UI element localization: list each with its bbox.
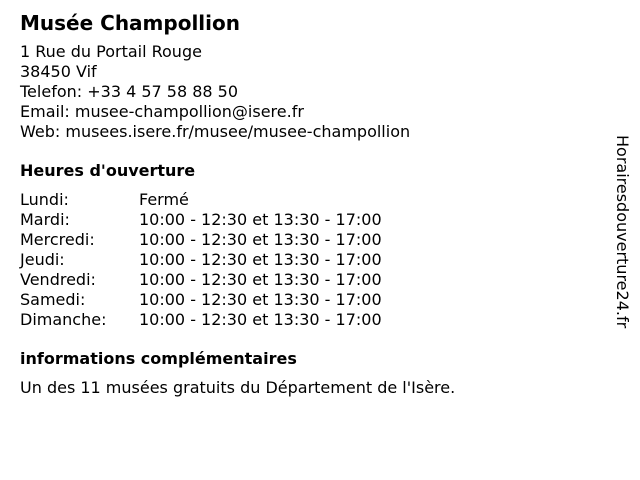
address-line-2: 38450 Vif [20, 62, 97, 81]
page-title: Musée Champollion [20, 11, 240, 35]
hours-day: Lundi: [20, 190, 69, 209]
hours-time: 10:00 - 12:30 et 13:30 - 17:00 [139, 210, 382, 229]
hours-row-mercredi [20, 230, 600, 250]
hours-time: Fermé [139, 190, 189, 209]
hours-day: Samedi: [20, 290, 86, 309]
brand-text: Horairesdouverture24.fr [613, 135, 632, 329]
email-line: Email: musee-champollion@isere.fr [20, 102, 304, 121]
hours-day: Mardi: [20, 210, 70, 229]
info-heading: informations complémentaires [20, 349, 297, 368]
info-text: Un des 11 musées gratuits du Département de l'Isère. [20, 378, 456, 397]
hours-day: Dimanche: [20, 310, 107, 329]
hours-time: 10:00 - 12:30 et 13:30 - 17:00 [139, 290, 382, 309]
hours-day: Jeudi: [20, 250, 65, 269]
hours-time: 10:00 - 12:30 et 13:30 - 17:00 [139, 310, 382, 329]
hours-row-jeudi [20, 250, 600, 270]
hours-day: Vendredi: [20, 270, 96, 289]
phone-line: Telefon: +33 4 57 58 88 50 [20, 82, 239, 101]
hours-time: 10:00 - 12:30 et 13:30 - 17:00 [139, 270, 382, 289]
contact-block [20, 42, 600, 142]
hours-time: 10:00 - 12:30 et 13:30 - 17:00 [139, 230, 382, 249]
address-line-1: 1 Rue du Portail Rouge [20, 42, 202, 61]
hours-time: 10:00 - 12:30 et 13:30 - 17:00 [139, 250, 382, 269]
hours-day: Mercredi: [20, 230, 95, 249]
hours-table [20, 190, 600, 330]
museum-card [20, 10, 600, 398]
hours-row-dimanche [20, 310, 600, 330]
brand-watermark [611, 135, 633, 370]
hours-row-samedi [20, 290, 600, 310]
hours-row-lundi [20, 190, 600, 210]
hours-row-vendredi [20, 270, 600, 290]
hours-heading: Heures d'ouverture [20, 161, 196, 180]
web-line: Web: musees.isere.fr/musee/musee-champollion [20, 122, 411, 141]
hours-row-mardi [20, 210, 600, 230]
